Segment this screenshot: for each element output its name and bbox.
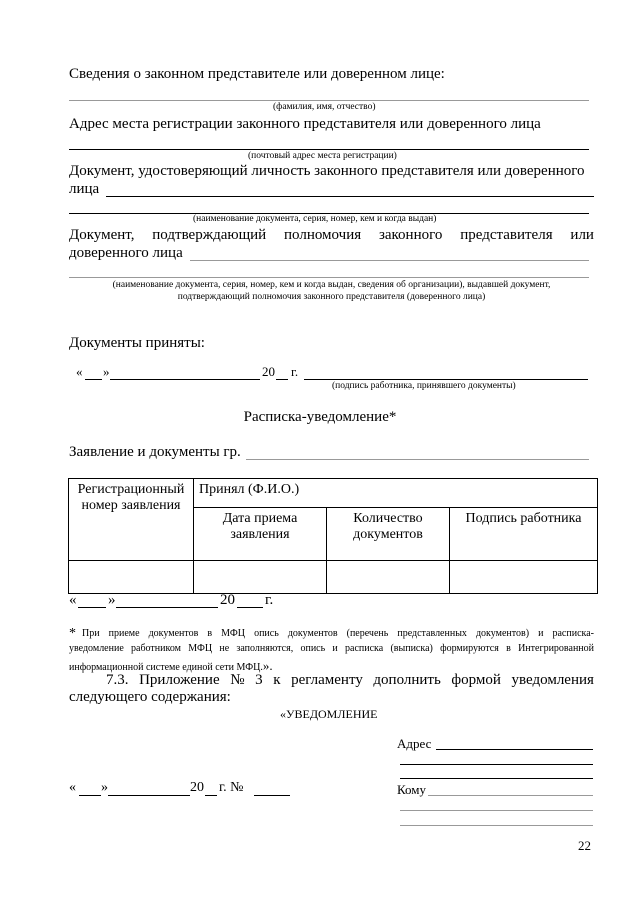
accepted-signature-caption: (подпись работника, принявшего документы) [332,381,516,391]
table-row [69,561,598,594]
bottom-year-line [205,795,217,796]
signature-header: Подпись работника [450,508,598,561]
bottom-g-no: г. № [219,780,244,795]
reg-number-cell[interactable] [69,561,194,594]
bottom-date-open: « [69,780,76,795]
bottom-number-line [254,795,290,796]
bottom-day-line [79,795,101,796]
receipt-date-open: « [69,592,77,608]
address-field-line-1 [436,749,593,750]
to-field-line-3 [400,825,593,826]
authority-word: представителя [460,227,553,243]
authority-word: полномочия [284,227,362,243]
receipt-month-line [116,607,218,608]
accepted-date-close: » [103,364,110,379]
documents-accepted-label: Документы приняты: [69,335,205,351]
accepted-signature-line [304,379,588,380]
item-word: к [273,672,281,688]
item-word: формой [451,672,501,688]
footnote-line-2: уведомление работником МФЦ не заполняются, опись и расписка (выписка) формируются в Интегрированной [69,643,594,654]
date-cell[interactable] [194,561,327,594]
authority-doc-line-2 [69,277,589,278]
footnote-line-1: При приеме документов в МФЦ опись документов (перечень представленных документов) и расписка- [82,628,594,639]
page-number: 22 [578,838,591,853]
fio-line [69,100,589,101]
item-word: 7.3. [106,672,129,688]
address-field-label: Адрес [397,736,432,751]
identity-doc-label-2: лица [69,181,100,197]
address-line [69,149,589,150]
footnote-star: * [69,626,76,641]
authority-doc-caption-1: (наименование документа, серия, номер, кем и когда выдан, сведения об организации), выдавшей документ, [112,280,551,290]
footnote-line-3-text: информационной системе единой сети МФЦ. [69,662,263,673]
bottom-date-close: » [101,780,108,795]
notice-title: «УВЕДОМЛЕНИЕ [280,707,378,721]
date-header: Дата приема заявления [194,508,327,561]
address-caption: (почтовый адрес места регистрации) [248,151,397,161]
footnote-close: ». [262,658,273,673]
registration-table [68,478,598,594]
authority-word: Документ, [69,227,135,243]
receipt-day-line [78,607,106,608]
identity-doc-caption: (наименование документа, серия, номер, кем и когда выдан) [193,214,437,224]
accepted-year: 20 [262,364,275,379]
to-field-line-1 [428,795,593,796]
item-7-3-line-1 [106,672,594,689]
item-word: дополнить [373,672,441,688]
item-7-3-line-2: следующего содержания: [69,689,231,705]
accepted-day-line [85,379,102,380]
signature-cell[interactable] [450,561,598,594]
identity-doc-line-1 [106,196,594,197]
to-field-label: Кому [397,782,427,797]
count-header: Количество документов [327,508,450,561]
receipt-year: 20 [220,592,235,608]
address-field-line-2 [400,764,593,765]
representative-heading: Сведения о законном представителе или доверенном лице: [69,66,445,82]
authority-doc-label-2: доверенного лица [69,245,183,261]
count-cell[interactable] [327,561,450,594]
item-word: уведомления [511,672,594,688]
reg-number-header: Регистрационный номер заявления [69,479,194,561]
address-label: Адрес места регистрации законного представителя или доверенного лица [69,116,541,132]
authority-doc-caption-2: подтверждающий полномочия законного представителя (доверенного лица) [177,292,486,302]
authority-word: законного [378,227,443,243]
authority-doc-line-1 [190,260,589,261]
item-word: 3 [255,672,263,688]
accepted-year-line [276,379,288,380]
to-field-line-2 [400,810,593,811]
accepted-month-line [110,379,260,380]
accepted-date-open: « [76,364,83,379]
receipt-year-line [237,607,263,608]
bottom-month-line [108,795,190,796]
receipt-title: Расписка-уведомление* [243,409,397,425]
receipt-statement: Заявление и документы гр. [69,444,241,460]
address-field-line-3 [400,778,593,779]
item-word: Приложение [139,672,220,688]
bottom-year: 20 [190,780,204,795]
receipt-g: г. [265,592,274,608]
fio-caption: (фамилия, имя, отчество) [273,102,376,112]
item-word: № [230,672,245,688]
authority-doc-label-1 [69,227,594,244]
accepted-g: г. [291,364,299,379]
item-word: регламенту [291,672,363,688]
receipt-date-close: » [108,592,116,608]
receipt-name-line [246,459,589,460]
identity-doc-label-1: Документ, удостоверяющий личность законного представителя или доверенного [69,163,585,179]
accepted-by-header: Принял (Ф.И.О.) [194,479,598,508]
authority-word: подтверждающий [152,227,267,243]
authority-word: или [570,227,594,243]
